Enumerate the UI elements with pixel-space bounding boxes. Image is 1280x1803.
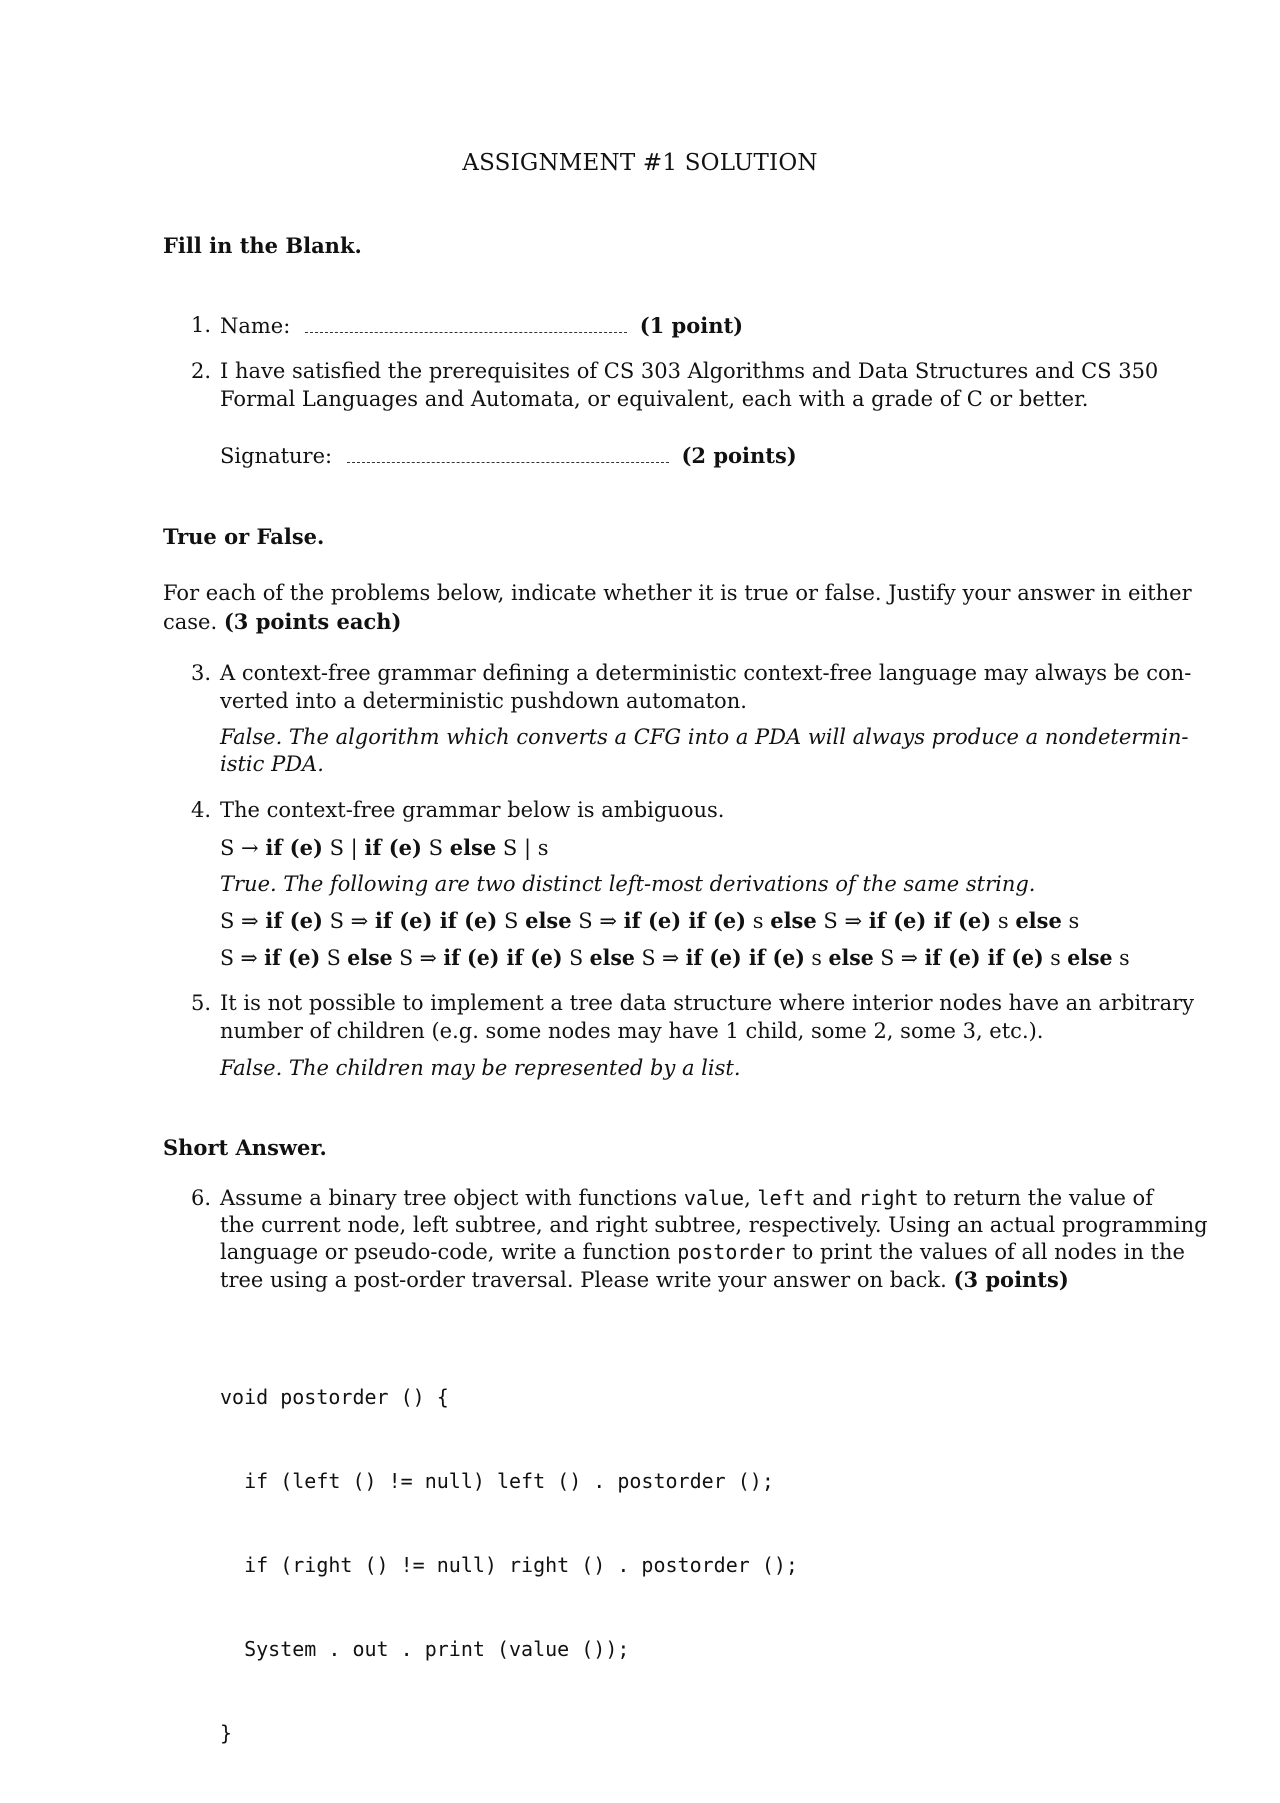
derivation-token: S ⇒ xyxy=(571,909,624,933)
signature-label: Signature: xyxy=(220,444,333,468)
q4-line-1: The context-free grammar below is ambiguous. xyxy=(220,798,725,822)
signature-blank[interactable] xyxy=(347,462,669,463)
question-number: 2. xyxy=(191,359,212,383)
grammar-token: else xyxy=(449,835,497,860)
question-number: 5. xyxy=(191,991,212,1015)
derivation-token: S ⇒ xyxy=(634,946,686,970)
derivation-token: S ⇒ xyxy=(816,909,869,933)
q5-answer: False. The children may be represented by a list. xyxy=(220,1056,741,1080)
tf-intro-line-2 xyxy=(163,609,401,634)
code-line: System . out . print (value ()); xyxy=(220,1637,630,1661)
q3-answer-1: False. The algorithm which converts a CFG into a PDA will always produce a nondetermin- xyxy=(220,725,1189,749)
derivation-token: s xyxy=(1112,946,1130,970)
code-line: void postorder () { xyxy=(220,1385,449,1409)
q6-line-4 xyxy=(220,1267,1069,1292)
derivation-token: else xyxy=(1015,908,1062,933)
q6-text-segment: left xyxy=(757,1186,806,1210)
derivation-token: if (e) if (e) xyxy=(374,908,498,933)
derivation-token: S xyxy=(320,946,348,970)
derivation-token: S ⇒ xyxy=(220,909,266,933)
tf-intro-points: (3 points each) xyxy=(223,609,402,634)
question-number: 4. xyxy=(191,798,212,822)
q6-line-4-text: tree using a post-order traversal. Please write your answer on back. xyxy=(220,1268,947,1292)
derivation-token: if (e) if (e) xyxy=(443,945,563,970)
derivation-token: S ⇒ xyxy=(322,909,375,933)
q3-line-1: A context-free grammar defining a deterministic context-free language may always be con- xyxy=(220,661,1192,685)
derivation-token: S ⇒ xyxy=(392,946,444,970)
derivation-token: if (e) if (e) xyxy=(685,945,805,970)
derivation-token: s xyxy=(804,946,829,970)
q6-text-segment: , xyxy=(744,1186,758,1210)
section-heading-fill: Fill in the Blank. xyxy=(163,233,362,258)
q6-text-segment: to print the values of all nodes in the xyxy=(785,1240,1185,1264)
q6-text-segment: and xyxy=(805,1186,859,1210)
derivation-token: s xyxy=(746,909,771,933)
derivation-token: else xyxy=(828,945,874,970)
derivation-token: else xyxy=(347,945,393,970)
q6-text-segment: value xyxy=(683,1186,745,1210)
name-label: Name: xyxy=(220,314,291,338)
grammar-rule xyxy=(220,835,549,860)
grammar-token: if (e) xyxy=(265,835,323,860)
section-heading-short: Short Answer. xyxy=(163,1135,327,1160)
tf-intro-text: case. xyxy=(163,610,218,634)
tf-intro-line-1: For each of the problems below, indicate whether it is true or false. Justify your answer in either xyxy=(163,581,1192,605)
grammar-token: if (e) xyxy=(364,835,422,860)
q1-line xyxy=(220,313,743,338)
q6-line-1 xyxy=(220,1186,1153,1210)
code-line: if (right () != null) right () . postorder (); xyxy=(220,1553,798,1577)
grammar-token: S → xyxy=(220,836,266,860)
code-line: } xyxy=(220,1721,233,1745)
derivation-token: if (e) if (e) xyxy=(924,945,1044,970)
q3-answer-2: istic PDA. xyxy=(220,752,324,776)
derivation-token: s xyxy=(1061,909,1080,933)
q2-line-1: I have satisfied the prerequisites of CS 303 Algorithms and Data Structures and CS 350 xyxy=(220,359,1159,383)
derivation-token: S xyxy=(562,946,590,970)
derivation-2 xyxy=(220,945,1130,970)
derivation-token: if (e) xyxy=(264,945,321,970)
question-number: 3. xyxy=(191,661,212,685)
derivation-token: else xyxy=(1067,945,1113,970)
grammar-token: S | xyxy=(322,836,365,860)
q6-text-segment: postorder xyxy=(677,1240,786,1264)
derivation-token: s xyxy=(1043,946,1068,970)
question-number: 1. xyxy=(191,313,212,337)
section-heading-tf: True or False. xyxy=(163,524,325,549)
q6-text-segment: right xyxy=(858,1186,919,1210)
q6-text-segment: language or pseudo-code, write a function xyxy=(220,1240,678,1264)
derivation-token: else xyxy=(770,908,817,933)
derivation-token: s xyxy=(991,909,1016,933)
page-title: ASSIGNMENT #1 SOLUTION xyxy=(462,150,818,176)
code-line: if (left () != null) left () . postorder (); xyxy=(220,1469,774,1493)
derivation-token: if (e) if (e) xyxy=(623,908,747,933)
q6-text-segment: to return the value of xyxy=(918,1186,1153,1210)
q4-answer: True. The following are two distinct left-most derivations of the same string. xyxy=(220,872,1036,896)
grammar-token: S | s xyxy=(496,836,549,860)
q6-line-2: the current node, left subtree, and right subtree, respectively. Using an actual programming xyxy=(220,1213,1208,1237)
q2-line-2: Formal Languages and Automata, or equivalent, each with a grade of C or better. xyxy=(220,387,1089,411)
derivation-token: S xyxy=(497,909,526,933)
grammar-token: S xyxy=(421,836,450,860)
q6-line-3 xyxy=(220,1240,1185,1264)
q3-line-2: verted into a deterministic pushdown automaton. xyxy=(220,689,747,713)
q6-points: (3 points) xyxy=(953,1267,1069,1292)
code-block xyxy=(220,1327,798,1803)
derivation-token: else xyxy=(525,908,572,933)
q5-line-2: number of children (e.g. some nodes may have 1 child, some 2, some 3, etc.). xyxy=(220,1019,1044,1043)
derivation-token: if (e) if (e) xyxy=(868,908,992,933)
derivation-token: S ⇒ xyxy=(873,946,925,970)
q2-points: (2 points) xyxy=(681,443,797,468)
signature-line xyxy=(220,443,797,468)
derivation-token: else xyxy=(589,945,635,970)
q1-points: (1 point) xyxy=(639,313,744,338)
derivation-token: if (e) xyxy=(265,908,323,933)
q5-line-1: It is not possible to implement a tree data structure where interior nodes have an arbitrary xyxy=(220,991,1195,1015)
question-number: 6. xyxy=(191,1186,212,1210)
derivation-1 xyxy=(220,908,1079,933)
derivation-token: S ⇒ xyxy=(220,946,265,970)
q6-text-segment: Assume a binary tree object with functions xyxy=(220,1186,684,1210)
name-blank[interactable] xyxy=(305,332,627,333)
